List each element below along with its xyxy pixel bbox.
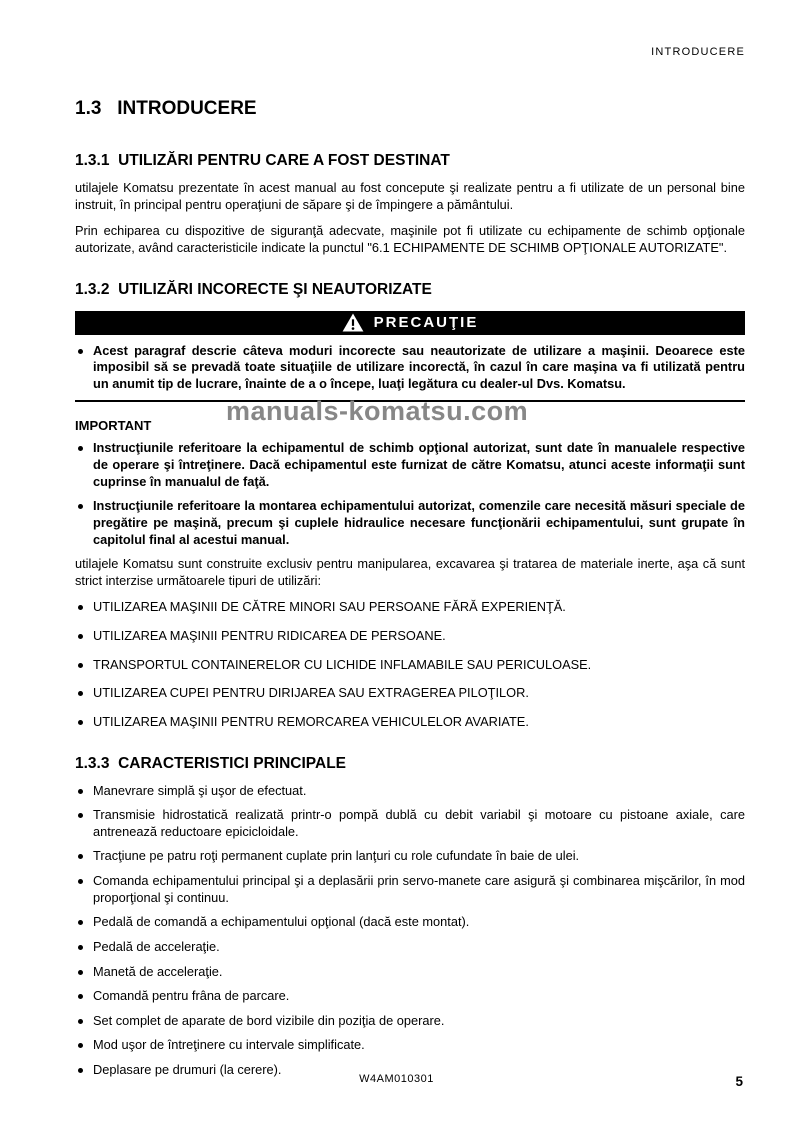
list-item: Comandă pentru frâna de parcare.: [75, 988, 745, 1005]
list-item: Set complet de aparate de bord vizibile din poziţia de operare.: [75, 1013, 745, 1030]
list-item: [75, 343, 745, 393]
section-1-3-2: [75, 281, 745, 731]
bullet-icon: [78, 1019, 83, 1024]
list-item: UTILIZAREA MAŞINII DE CĂTRE MINORI SAU PERSOANE FĂRĂ EXPERIENŢĂ.: [75, 599, 745, 616]
precaution-label: PRECAUŢIE: [373, 314, 479, 331]
bullet-icon: [78, 813, 83, 818]
bullet-icon: [78, 879, 83, 884]
list-item: Instrucţiunile referitoare la echipamentul de schimb opţional autorizat, sunt date în manualele respective de operare şi întreţinere. Dacă echipamentul este furnizat de către Komatsu, atunci aceste informaţii sunt cuprinse în manualul de faţă.: [75, 440, 745, 490]
running-header-chapter: INTRODUCERE: [651, 46, 745, 58]
bullet-icon: [78, 789, 83, 794]
bullet-icon: [78, 970, 83, 975]
footer-document-code: W4AM010301: [359, 1073, 434, 1085]
important-label: IMPORTANT: [75, 418, 152, 434]
bullet-icon: [78, 720, 83, 725]
list-item: Tracţiune pe patru roţi permanent cuplate prin lanţuri cu role cufundate în baie de ulei.: [75, 848, 745, 865]
bullet-icon: [78, 349, 83, 354]
features-list: [75, 783, 745, 1079]
list-item: Instrucţiunile referitoare la montarea echipamentului autorizat, comenzile care necesită măsuri speciale de pregătire pe maşină, precum şi cuplele hidraulice necesare funcţionării echipamentului, sunt grupate în capitolul final al acestui manual.: [75, 498, 745, 548]
bullet-icon: [78, 605, 83, 610]
bullet-icon: [78, 446, 83, 451]
list-item: TRANSPORTUL CONTAINERELOR CU LICHIDE INFLAMABILE SAU PERICULOASE.: [75, 657, 745, 674]
section-1-3-3: [75, 755, 745, 1079]
list-item: Manevrare simplă şi uşor de efectuat.: [75, 783, 745, 800]
list-item: UTILIZAREA CUPEI PENTRU DIRIJAREA SAU EXTRAGEREA PILOŢILOR.: [75, 685, 745, 702]
section-1-3-1-heading: 1.3.1 UTILIZĂRI PENTRU CARE A FOST DESTINAT: [75, 152, 450, 169]
bullet-icon: [78, 663, 83, 668]
precaution-list: [75, 343, 745, 393]
forbidden-uses-list: [75, 599, 745, 730]
footer-page-number: 5: [735, 1074, 743, 1089]
bullet-icon: [78, 854, 83, 859]
divider: [75, 400, 745, 402]
paragraph: utilajele Komatsu prezentate în acest manual au fost concepute şi realizate pentru a fi utilizate de un personal bine instruit, în principal pentru operaţiuni de săpare şi de împingere a pământului.: [75, 180, 745, 212]
bullet-icon: [78, 945, 83, 950]
list-item: Comanda echipamentului principal şi a deplasării prin servo-manete care asigură şi combinarea mişcărilor, în mod proporţional şi continuu.: [75, 873, 745, 906]
important-list: [75, 440, 745, 548]
list-item: Pedală de comandă a echipamentului opţional (dacă este montat).: [75, 914, 745, 931]
list-item: Mod uşor de întreţinere cu intervale simplificate.: [75, 1037, 745, 1054]
paragraph: utilajele Komatsu sunt construite exclusiv pentru manipularea, excavarea şi tratarea de materiale inerte, aşa că sunt strict interzise următoarele tipuri de utilizări:: [75, 556, 745, 588]
list-item: Manetă de acceleraţie.: [75, 964, 745, 981]
watermark: manuals-komatsu.com: [226, 396, 529, 426]
section-1-3-3-heading: 1.3.3 CARACTERISTICI PRINCIPALE: [75, 754, 347, 772]
list-item: Deplasare pe drumuri (la cerere).: [75, 1062, 745, 1079]
list-item: UTILIZAREA MAŞINII PENTRU REMORCAREA VEHICULELOR AVARIATE.: [75, 714, 745, 731]
bullet-icon: [78, 634, 83, 639]
bullet-icon: [78, 920, 83, 925]
warning-triangle-icon: [342, 313, 364, 332]
section-1-3-1: [75, 152, 745, 257]
precaution-text: Acest paragraf descrie câteva moduri incorecte sau neautorizate de utilizare a maşinii. Deoarece este imposibil să se prevadă toate situaţiile de utilizare incorectă, în cazul în care maşina va fi utilizată pentru un anumit tip de lucrare, înainte de a o începe, luaţi legătura cu dealer-ul Dvs. Komatsu.: [93, 342, 745, 391]
running-header: [75, 46, 745, 58]
page-title: 1.3 INTRODUCERE: [75, 98, 257, 119]
bullet-icon: [78, 691, 83, 696]
bullet-icon: [78, 504, 83, 509]
bullet-icon: [78, 994, 83, 999]
section-1-3-2-heading: 1.3.2 UTILIZĂRI INCORECTE ŞI NEAUTORIZATE: [75, 280, 432, 298]
list-item: Pedală de acceleraţie.: [75, 939, 745, 956]
list-item: UTILIZAREA MAŞINII PENTRU RIDICAREA DE PERSOANE.: [75, 628, 745, 645]
paragraph: Prin echiparea cu dispozitive de siguranţă adecvate, maşinile pot fi utilizate cu echipamente de schimb opţionale autorizate, având caracteristicile indicate la punctul "6.1 ECHIPAMENTE DE SCHIMB OPŢIONALE AUTORIZATE".: [75, 223, 745, 255]
list-item: Transmisie hidrostatică realizată printr-o pompă dublă cu debit variabil şi motoare cu pistoane axiale, care antrenează reductoare epicicloidale.: [75, 807, 745, 840]
bullet-icon: [78, 1043, 83, 1048]
precaution-banner: [75, 311, 745, 335]
